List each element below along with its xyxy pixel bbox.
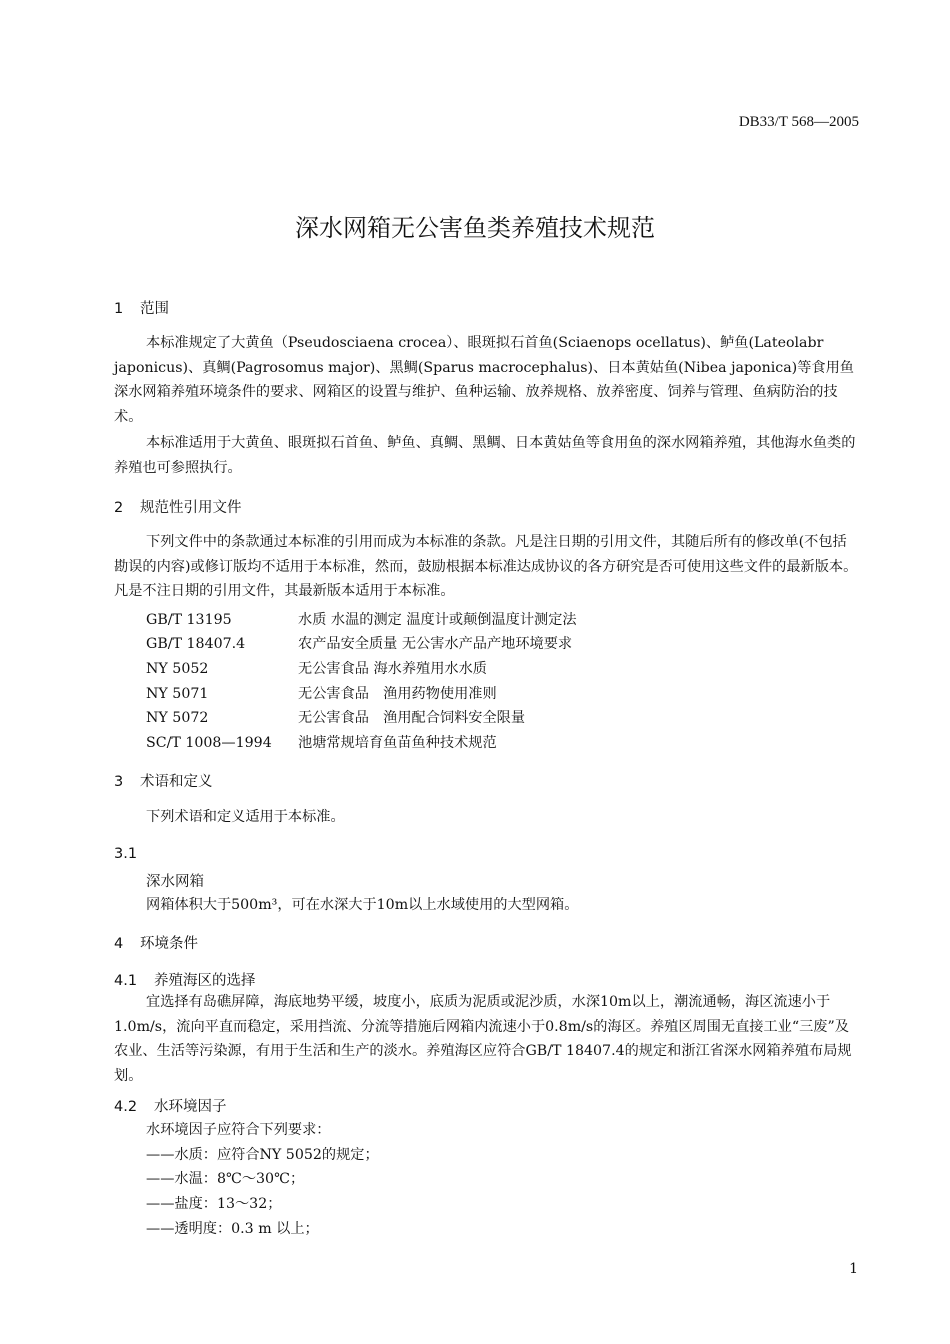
section-3-title: 术语和定义 — [140, 774, 213, 790]
section-1-number: 1 — [114, 301, 124, 317]
requirement-item: ——盐度：13～32； — [146, 1196, 282, 1212]
section-4-heading — [114, 932, 198, 953]
reference-item — [146, 732, 497, 752]
section-3-heading — [114, 770, 213, 791]
reference-code: NY 5072 — [146, 710, 209, 726]
reference-code: GB/T 18407.4 — [146, 636, 246, 652]
section-2-title: 规范性引用文件 — [140, 500, 242, 516]
section-4-title: 环境条件 — [140, 936, 198, 952]
reference-code: NY 5071 — [146, 686, 209, 702]
requirement-item: ——水质：应符合NY 5052的规定； — [146, 1147, 379, 1163]
section-3-paragraph: 下列术语和定义适用于本标准。 — [146, 809, 345, 825]
subsection-4-2-intro: 水环境因子应符合下列要求： — [146, 1122, 331, 1138]
reference-code: SC/T 1008—1994 — [146, 735, 272, 751]
section-4-number: 4 — [114, 936, 124, 952]
section-2-heading — [114, 496, 242, 517]
reference-name: 池塘常规培育鱼苗鱼种技术规范 — [298, 735, 497, 751]
document-code: DB33/T 568—2005 — [738, 114, 859, 130]
reference-item — [146, 658, 487, 678]
reference-name: 无公害食品 渔用配合饲料安全限量 — [298, 710, 526, 726]
subsection-3-1-number: 3.1 — [114, 846, 138, 862]
term-definition: 网箱体积大于500m³，可在水深大于10m以上水域使用的大型网箱。 — [146, 897, 579, 913]
reference-name: 农产品安全质量 无公害水产品产地环境要求 — [298, 636, 573, 652]
page-title: 深水网箱无公害鱼类养殖技术规范 — [295, 214, 655, 242]
reference-item — [146, 609, 577, 629]
section-1-title: 范围 — [140, 301, 169, 317]
subsection-4-2-number: 4.2 — [114, 1099, 138, 1115]
reference-item — [146, 633, 572, 653]
subsection-4-2-title: 水环境因子 — [154, 1099, 227, 1115]
section-3-number: 3 — [114, 774, 124, 790]
subsection-4-1-paragraph: 宜选择有岛礁屏障，海底地势平缓，坡度小，底质为泥质或泥沙质，水深10m以上，潮流通畅，海区流速小于1.0m/s，流向平直而稳定，采用挡流、分流等措施后网箱内流速小于0.8m/s的海区。养殖区周围无直接工业“三废”及农业、生活等污染源，有用于生活和生产的淡水。养殖海区应符合GB/T 18407.4的规定和浙江省深水网箱养殖布局规划。 — [114, 994, 852, 1084]
reference-name: 无公害食品 海水养殖用水水质 — [298, 661, 487, 677]
requirement-item: ——透明度：0.3 m 以上； — [146, 1221, 319, 1237]
subsection-4-1-title: 养殖海区的选择 — [154, 973, 256, 989]
reference-code: NY 5052 — [146, 661, 209, 677]
reference-item — [146, 683, 497, 703]
subsection-4-1-number: 4.1 — [114, 973, 138, 989]
reference-item — [146, 707, 525, 727]
section-1-paragraph-2: 本标准适用于大黄鱼、眼斑拟石首鱼、鲈鱼、真鲷、黑鲷、日本黄姑鱼等食用鱼的深水网箱养殖，其他海水鱼类的养殖也可参照执行。 — [114, 435, 856, 476]
reference-name: 水质 水温的测定 温度计或颠倒温度计测定法 — [298, 612, 577, 628]
section-1-heading — [114, 297, 169, 318]
section-1-paragraph-1: 本标准规定了大黄鱼（Pseudosciaena crocea）、眼斑拟石首鱼(Sciaenops ocellatus)、鲈鱼(Lateolabr japonicus)、真鲷(Pagrosomus major)、黑鲷(Sparus macrocephalus)、日本黄姑鱼(Nibea japonica)等食用鱼深水网箱养殖环境条件的要求、网箱区的设置与维护、鱼种运输、放养规格、放养密度、饲养与管理、鱼病防治的技术。 — [114, 335, 854, 425]
page-number: 1 — [849, 1261, 858, 1277]
section-2-paragraph: 下列文件中的条款通过本标准的引用而成为本标准的条款。凡是注日期的引用文件，其随后所有的修改单(不包括勘误的内容)或修订版均不适用于本标准，然而，鼓励根据本标准达成协议的各方研究是否可使用这些文件的最新版本。凡是不注日期的引用文件，其最新版本适用于本标准。 — [114, 534, 858, 599]
term-name: 深水网箱 — [146, 874, 204, 890]
section-2-number: 2 — [114, 500, 124, 516]
reference-name: 无公害食品 渔用药物使用准则 — [298, 686, 497, 702]
subsection-4-2-heading — [114, 1095, 227, 1116]
reference-code: GB/T 13195 — [146, 612, 232, 628]
requirement-item: ——水温：8℃～30℃； — [146, 1171, 305, 1187]
subsection-4-1-heading — [114, 969, 256, 990]
